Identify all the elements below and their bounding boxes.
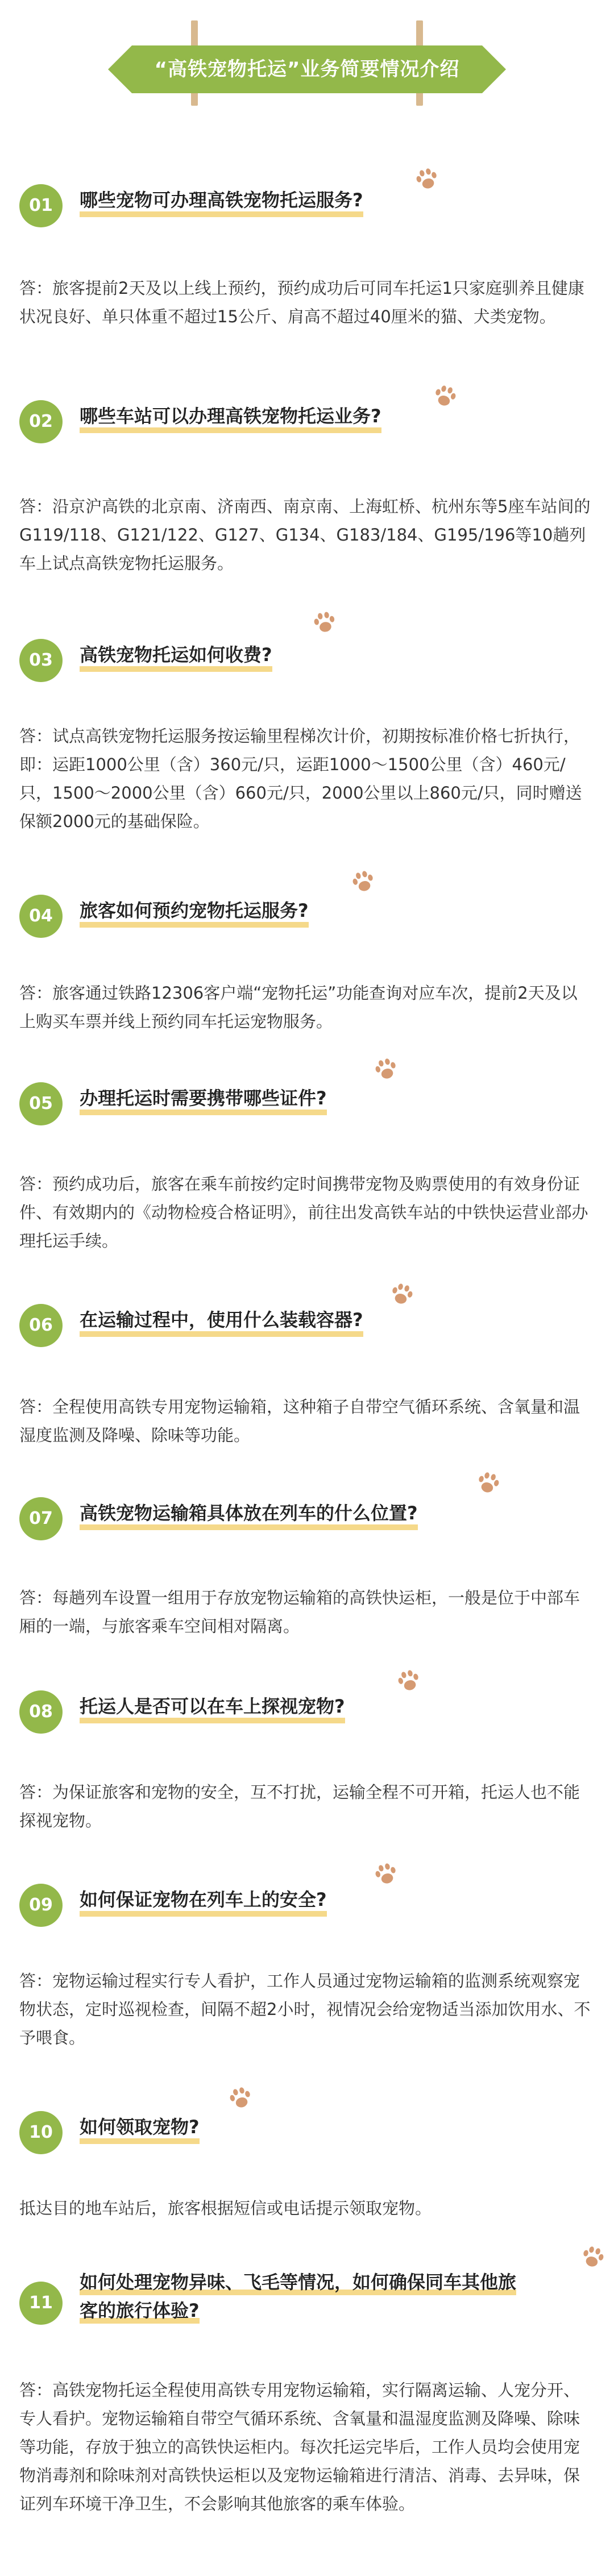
answer-text: 答：旅客提前2天及以上线上预约，预约成功后可同车托运1只家庭驯养且健康状况良好、单只体重不超过15公斤、肩高不超过40厘米的猫、犬类宠物。: [19, 279, 584, 326]
paw-icon: [393, 1665, 425, 1697]
question-text: 哪些车站可以办理高铁宠物托运业务?: [80, 404, 381, 433]
question-number: 06: [19, 1304, 63, 1347]
question-text: 哪些宠物可办理高铁宠物托运服务?: [80, 188, 363, 217]
answer-text: 答：预约成功后，旅客在乘车前按约定时间携带宠物及购票使用的有效身份证件、有效期内的《动物检疫合格证明》，前往出发高铁车站的中铁快运营业部办理托运手续。: [19, 1174, 588, 1250]
question-number: 11: [19, 2282, 63, 2325]
question-number: 08: [19, 1690, 63, 1734]
paw-icon: [577, 2241, 609, 2273]
paw-icon: [370, 1053, 402, 1085]
qa-item-06: [0, 1290, 614, 1445]
paw-icon: [309, 607, 339, 637]
qa-item-10: [0, 2097, 614, 2218]
qa-item-07: [0, 1484, 614, 1636]
qa-item-02: [0, 387, 614, 573]
question-text: 如何保证宠物在列车上的安全?: [80, 1887, 327, 1917]
question-number: 07: [19, 1497, 63, 1540]
qa-item-11: [0, 2251, 614, 2513]
answer-text: 答：高铁宠物托运全程使用高铁专用宠物运输箱，实行隔离运输、人宠分开、专人看护。宠物运输箱自带空气循环系统、含氧量和温湿度监测及降噪、除味等功能，存放于独立的高铁快运柜内。每次托运完毕后，工作人员均会使用宠物消毒剂和除味剂对高铁快运柜以及宠物运输箱进行清洁、消毒、去异味，保证列车环境干净卫生，不会影响其他旅客的乘车体验。: [19, 2380, 580, 2513]
title-banner: [0, 0, 614, 114]
question-number: 09: [19, 1884, 63, 1927]
question-number: 02: [19, 400, 63, 443]
qa-item-09: [0, 1870, 614, 2047]
paw-icon: [347, 866, 379, 898]
question-text: 旅客如何预约宠物托运服务?: [80, 898, 309, 928]
question-number: 04: [19, 895, 63, 938]
question-number: 05: [19, 1082, 63, 1125]
question-text: [80, 2268, 569, 2329]
answer-text: 答：宠物运输过程实行专人看护，工作人员通过宠物运输箱的监测系统观察宠物状态，定时巡视检查，间隔不超2小时，视情况会给宠物适当添加饮用水、不予喂食。: [19, 1971, 591, 2047]
qa-item-03: [0, 625, 614, 831]
qa-item-04: [0, 881, 614, 1031]
page-title: “高铁宠物托运”业务简要情况介绍: [154, 58, 460, 81]
paw-icon: [386, 1278, 418, 1310]
question-text: 办理托运时需要携带哪些证件?: [80, 1086, 327, 1115]
answer-text: 抵达目的地车站后，旅客根据短信或电话提示领取宠物。: [19, 2199, 432, 2218]
question-number: 10: [19, 2111, 63, 2154]
question-text: 在运输过程中，使用什么装载容器?: [80, 1307, 363, 1337]
paw-icon: [225, 2082, 256, 2114]
qa-item-08: [0, 1677, 614, 1830]
question-line: 如何处理宠物异味、飞毛等情况，如何确保同车其他旅: [80, 2271, 516, 2295]
answer-text: 答：沿京沪高铁的北京南、济南西、南京南、上海虹桥、杭州东等5座车站间的G119/118、G121/122、G127、G134、G183/184、G195/196等10趟列车上试点高铁宠物托运服务。: [19, 497, 591, 573]
answer-text: 答：为保证旅客和宠物的安全，互不打扰，运输全程不可开箱，托运人也不能探视宠物。: [19, 1783, 580, 1830]
qa-item-01: [0, 171, 614, 326]
paw-icon: [411, 163, 443, 195]
question-text: 托运人是否可以在车上探视宠物?: [80, 1694, 345, 1723]
answer-text: 答：旅客通过铁路12306客户端“宠物托运”功能查询对应车次，提前2天及以上购买车票并线上预约同车托运宠物服务。: [19, 983, 578, 1031]
paw-icon: [370, 1858, 402, 1890]
paw-icon: [472, 1467, 504, 1499]
answer-text: 答：全程使用高铁专用宠物运输箱，这种箱子自带空气循环系统、含氧量和温湿度监测及降噪、除味等功能。: [19, 1397, 580, 1445]
question-number: 01: [19, 184, 63, 227]
question-number: 03: [19, 639, 63, 682]
question-text: 如何领取宠物?: [80, 2114, 200, 2144]
answer-text: 答：试点高铁宠物托运服务按运输里程梯次计价，初期按标准价格七折执行，即：运距1000公里（含）360元/只，运距1000～1500公里（含）460元/只，1500～2000公里（含）660元/只，2000公里以上860元/只，同时赠送保额2000元的基础保险。: [19, 726, 582, 831]
paw-icon: [429, 380, 461, 412]
question-text: 高铁宠物托运如何收费?: [80, 642, 272, 672]
question-line: 客的旅行体验?: [80, 2300, 200, 2324]
question-text: 高铁宠物运输箱具体放在列车的什么位置?: [80, 1501, 418, 1530]
qa-item-05: [0, 1069, 614, 1250]
answer-text: 答：每趟列车设置一组用于存放宠物运输箱的高铁快运柜，一般是位于中部车厢的一端，与旅客乘车空间相对隔离。: [19, 1588, 580, 1636]
